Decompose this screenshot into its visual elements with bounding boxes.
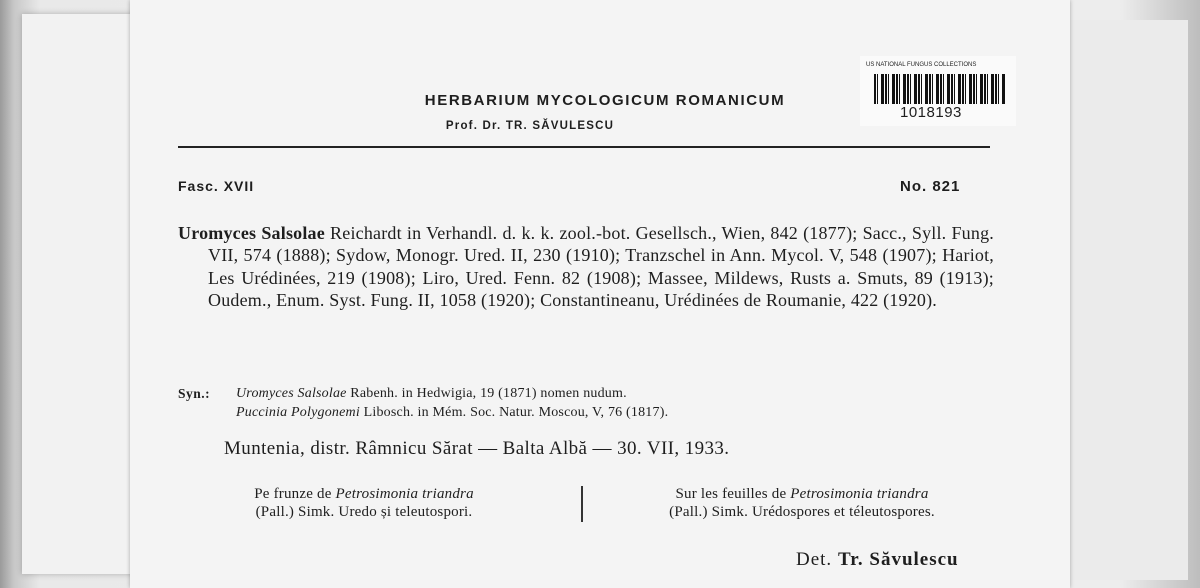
synonym-text: Libosch. in Mém. Soc. Natur. Moscou, V, 76 (1817).	[359, 405, 669, 420]
fascicle-number: Fasc. XVII	[178, 178, 255, 194]
column-divider	[581, 486, 583, 522]
synonym-line	[236, 405, 668, 421]
host-french	[602, 485, 1002, 521]
host-fr-line2: (Pall.) Simk. Urédospores et téleutospores.	[669, 504, 935, 520]
host-fr-prefix: Sur les feuilles de	[675, 486, 791, 502]
synonym-name: Uromyces Salsolae	[236, 386, 347, 401]
header-rule	[178, 146, 990, 148]
specimen-label	[130, 0, 1070, 588]
herbarium-title: HERBARIUM MYCOLOGICUM ROMANICUM	[424, 92, 786, 109]
species-name: Uromyces Salsolae	[178, 223, 325, 243]
right-backing-strip	[1068, 20, 1188, 580]
barcode-caption: US NATIONAL FUNGUS COLLECTIONS	[866, 62, 977, 68]
collection-locality: Muntenia, distr. Râmnicu Sărat — Balta Albă — 30. VII, 1933.	[224, 438, 730, 459]
host-ro-prefix: Pe frunze de	[254, 486, 336, 502]
synonym-line	[236, 386, 627, 402]
synonyms-label: Syn.:	[178, 386, 211, 401]
left-backing-card	[22, 14, 134, 574]
determiner	[796, 549, 959, 571]
barcode-icon	[874, 74, 1006, 104]
host-ro-line2: (Pall.) Simk. Uredo și teleutospori.	[255, 504, 473, 520]
barcode-number: 1018193	[900, 104, 962, 121]
determiner-prefix: Det.	[796, 549, 833, 570]
barcode-sticker	[860, 56, 1016, 126]
synonym-name: Puccinia Polygonemi	[236, 405, 360, 420]
synonym-text: Rabenh. in Hedwigia, 19 (1871) nomen nudum.	[346, 386, 627, 401]
species-citation	[178, 222, 994, 312]
specimen-number: No. 821	[900, 178, 961, 195]
host-fr-name: Petrosimonia triandra	[790, 486, 929, 502]
determiner-name: Tr. Săvulescu	[837, 549, 959, 570]
herbarium-director: Prof. Dr. TR. SĂVULESCU	[445, 120, 615, 132]
host-romanian	[174, 485, 554, 521]
host-ro-name: Petrosimonia triandra	[335, 486, 474, 502]
citation-text: Reichardt in Verhandl. d. k. k. zool.-bot. Gesellsch., Wien, 842 (1877); Sacc., Syll. Fung. VII, 574 (1888); Sydow, Monogr. Ured. II, 230 (1910); Tranzschel in Ann. Mycol. V, 548 (1907); Hariot, Les Urédinées, 219 (1908); Liro, Ured. Fenn. 82 (1908); Massee, Mildews, Rusts a. Smuts, 89 (1913); Oudem., Enum. Syst. Fung. II, 1058 (1920); Constantineanu, Urédinées de Roumanie, 422 (1920).	[208, 223, 994, 311]
